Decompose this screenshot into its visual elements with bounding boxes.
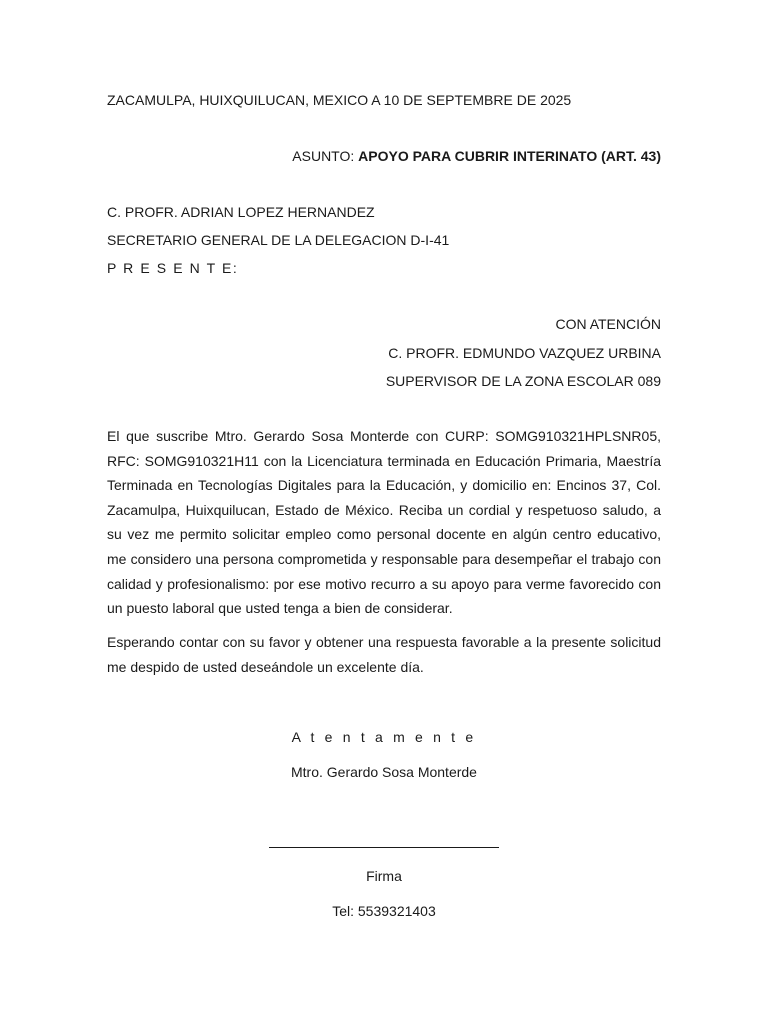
body-paragraph-1: El que suscribe Mtro. Gerardo Sosa Monterde con CURP: SOMG910321HPLSNR05, RFC: SOMG910321H11 con la Licenciatura terminada en Educación Primaria, Maestría Terminada en Tecnologías Digitales para la Educación, y domicilio en: Encinos 37, Col. Zacamulpa, Huixquilucan, Estado de México. Reciba un cordial y respetuoso saludo, a su vez me permito solicitar empleo como personal docente en algún centro educativo, me considero una persona comprometida y responsable para desempeñar el trabajo con calidad y profesionalismo: por ese motivo recurro a su apoyo para verme favorecido con un puesto laboral que usted tenga a bien de considerar.	[107, 428, 661, 617]
attention-name: C. PROFR. EDMUNDO VAZQUEZ URBINA	[388, 345, 661, 361]
place-date: ZACAMULPA, HUIXQUILUCAN, MEXICO A 10 DE SEPTEMBRE DE 2025	[107, 92, 572, 108]
signature-line	[269, 847, 499, 848]
body-paragraph-2: Esperando contar con su favor y obtener una respuesta favorable a la presente solicitud me despido de usted deseándole un excelente día.	[107, 634, 661, 675]
phone-number: Tel: 5539321403	[332, 903, 436, 919]
presente-label: P R E S E N T E:	[107, 260, 239, 276]
attention-title: SUPERVISOR DE LA ZONA ESCOLAR 089	[385, 373, 661, 389]
subject-text: APOYO PARA CUBRIR INTERINATO (ART. 43)	[358, 148, 661, 164]
subject-line	[107, 147, 661, 165]
signature-label: Firma	[366, 868, 402, 884]
closing-salutation: A t e n t a m e n t e	[291, 729, 477, 745]
sender-name: Mtro. Gerardo Sosa Monterde	[291, 764, 477, 780]
recipient-title: SECRETARIO GENERAL DE LA DELEGACION D-I-41	[107, 232, 450, 248]
subject-label: ASUNTO:	[292, 148, 355, 164]
recipient-name: C. PROFR. ADRIAN LOPEZ HERNANDEZ	[107, 204, 375, 220]
attention-label: CON ATENCIÓN	[555, 316, 661, 332]
